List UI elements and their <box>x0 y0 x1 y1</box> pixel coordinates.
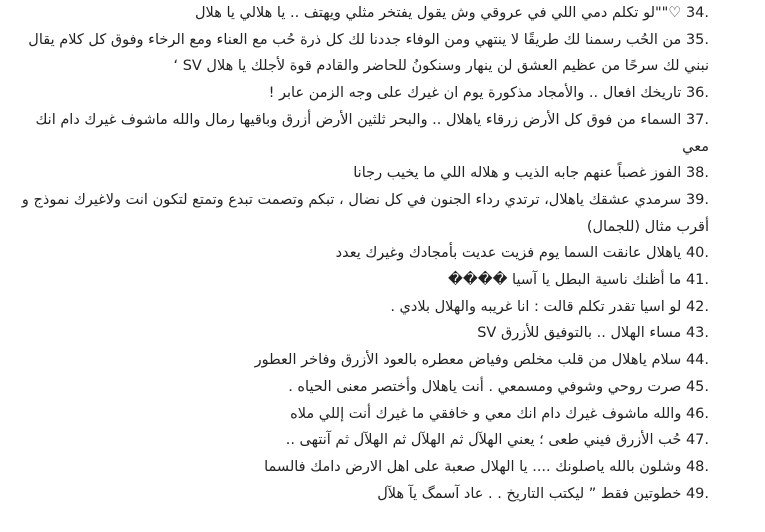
item-number: 48. <box>685 458 709 475</box>
list-item <box>10 240 709 267</box>
item-number: 36. <box>685 85 709 102</box>
item-number: 38. <box>685 165 709 182</box>
item-number: 35. <box>685 31 709 48</box>
item-text: السماء من فوق كل الأرض زرقاء ياهلال .. والبحر ثلثين الأرض أزرق وباقيها رمال والله ماشوف غيرك دام انك معي <box>35 111 709 155</box>
list-item <box>10 320 709 347</box>
quote-list <box>10 0 709 507</box>
item-number: 34. <box>685 5 709 21</box>
item-number: 39. <box>685 191 709 208</box>
item-text: والله ماشوف غيرك دام انك معي و خافقي ما غيرك أنت إللي ملاه <box>290 405 682 422</box>
item-number: 42. <box>685 298 709 315</box>
item-text: وشلون بالله ياصلونك .... يا الهلال صعبة على اهل الارض دامك فالسما <box>264 458 682 475</box>
item-number: 41. <box>685 272 709 289</box>
list-item <box>10 27 709 80</box>
list-item <box>10 294 709 321</box>
item-text: سرمدي عشقك ياهلال، ترتدي رداء الجنون في كل نضال ، تبكم وتصمت تبدع وتمتع لتكون انت ولاغيرك نموذج و أقرب مثال (للجمال) <box>21 191 709 235</box>
item-text: من الحُب رسمنا لك طريقًا لا ينتهي ومن الوفاء جددنا لك كل ذرة حُب مع العناء ومع الرخاء وفوق كل كلام يقال نبني لك سرحًا من عظيم العشق لن ينهار وسنكونُ للحاضر والقادم قوة لأجلك يا هلال SV ‘ <box>28 31 709 75</box>
list-item <box>10 187 709 240</box>
item-number: 47. <box>685 432 709 449</box>
item-text: لو اسيا تقدر تكلم قالت : انا غريبه والهلال بلادي . <box>390 298 682 315</box>
item-text: خطوتين فقط ” ليكتب التاريخ . . عاد آسمگ يآ هلآل <box>377 485 682 502</box>
item-text: ♡""لو تكلم دمي اللي في عروقي وش يقول يفتخر مثلي ويهتف .. يا هلالي يا هلال <box>195 5 682 21</box>
item-number: 37. <box>685 111 709 128</box>
item-text: ياهلال عانقت السما يوم فزيت عديت بأمجادك وغيرك يعدد <box>335 245 682 262</box>
list-item <box>10 0 709 27</box>
item-number: 44. <box>685 352 709 369</box>
item-number: 43. <box>685 325 709 342</box>
item-text: صرت روحي وشوفي ومسمعي . أنت ياهلال وأختصر معنى الحياه . <box>288 378 682 395</box>
list-item <box>10 80 709 107</box>
item-number: 46. <box>685 405 709 422</box>
list-item <box>10 107 709 160</box>
item-text: ما أظنك ناسية البطل يا آسيا ���� <box>447 272 682 289</box>
list-item <box>10 454 709 481</box>
list-item <box>10 427 709 454</box>
item-text: مساء الهلال .. بالتوفيق للأزرق SV <box>477 325 682 342</box>
item-number: 40. <box>685 245 709 262</box>
item-number: 45. <box>685 378 709 395</box>
list-item <box>10 401 709 428</box>
item-number: 49. <box>685 485 709 502</box>
list-item <box>10 374 709 401</box>
list-item <box>10 481 709 508</box>
item-text: حُب الأزرق فيني طعى ؛ يعني الهلآل ثم الهلآل ثم الهلآل ثم آنتهى .. <box>285 432 682 449</box>
list-item <box>10 267 709 294</box>
item-text: الفوز غصباً عنهم جابه الذيب و هلاله اللي ما يخيب رجانا <box>353 165 682 182</box>
item-text: سلام ياهلال من قلب مخلص وفياض معطره بالعود الأزرق وفاخر العطور <box>254 352 682 369</box>
item-text: تاريخك افعال .. والأمجاد مذكورة يوم ان غيرك على وجه الزمن عابر ! <box>268 85 682 102</box>
list-item <box>10 160 709 187</box>
list-item <box>10 347 709 374</box>
